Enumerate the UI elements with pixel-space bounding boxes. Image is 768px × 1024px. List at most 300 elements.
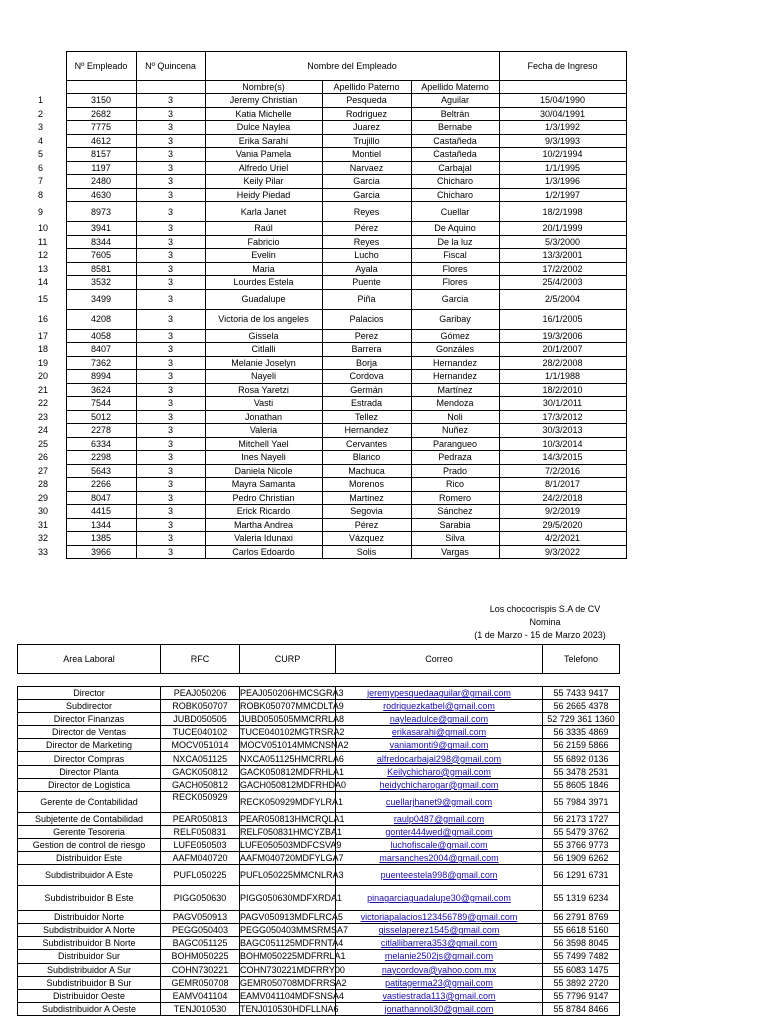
- area-laboral: Distribuidor Sur: [18, 950, 161, 963]
- rfc: RELF050831: [161, 825, 240, 838]
- email[interactable]: alfredocarbajal298@gmail.com: [336, 752, 543, 765]
- area-laboral: Director Planta: [18, 765, 161, 778]
- row-index: 12: [38, 250, 49, 261]
- quincena: 3: [136, 235, 205, 249]
- table-row: [0, 175, 626, 189]
- curp: GEMR050708MDFRRSA2: [240, 977, 347, 988]
- rfc: LUFE050503: [161, 838, 240, 851]
- quincena: 3: [136, 343, 205, 357]
- first-names: Erick Ricardo: [205, 505, 322, 519]
- area-laboral: Director de Ventas: [18, 726, 161, 739]
- email[interactable]: naycordova@yahoo.com.mx: [336, 963, 543, 976]
- paternal-surname: Pérez: [322, 222, 411, 236]
- hire-date: 5/3/2000: [499, 235, 626, 249]
- paternal-surname: Reyes: [322, 235, 411, 249]
- rfc: PAGV050913: [161, 911, 240, 924]
- phone: 56 2665 4378: [543, 700, 620, 713]
- first-names: Dulce Naylea: [205, 121, 322, 135]
- email[interactable]: cuellarjhanet9@gmail.com: [336, 791, 543, 812]
- curp: MOCV051014MMCNSNA2: [240, 740, 349, 751]
- email[interactable]: heidychicharogar@gmail.com: [336, 778, 543, 791]
- curp: PEAJ050206HMCSGRA3: [240, 688, 344, 699]
- table-row: [0, 451, 626, 465]
- email[interactable]: puenteestela998@gmail.com: [336, 865, 543, 886]
- row-index: 26: [38, 452, 49, 463]
- paternal-surname: Germán: [322, 383, 411, 397]
- email[interactable]: nayleadulce@gmail.com: [336, 713, 543, 726]
- table-row: [0, 478, 626, 492]
- row-index: 19: [38, 357, 49, 368]
- paternal-surname: Puente: [322, 276, 411, 290]
- first-names: Mayra Samanta: [205, 478, 322, 492]
- table-row: [0, 397, 626, 411]
- maternal-surname: Bernabe: [411, 121, 499, 135]
- row-index: 6: [38, 162, 44, 173]
- email[interactable]: vastiestrada113@gmail.com: [336, 989, 543, 1002]
- row-index: 29: [38, 492, 49, 503]
- emp-number: 8407: [66, 343, 136, 357]
- header-nombres: Nombre(s): [205, 81, 322, 94]
- paternal-surname: Borja: [322, 356, 411, 370]
- phone: 55 8605 1846: [543, 778, 620, 791]
- emp-number: 8047: [66, 491, 136, 505]
- email[interactable]: patitagerma23@gmail.com: [336, 976, 543, 989]
- phone: 55 7433 9417: [543, 687, 620, 700]
- hire-date: 30/3/2013: [499, 424, 626, 438]
- maternal-surname: Fiscal: [411, 249, 499, 263]
- area-laboral: Distribuidor Oeste: [18, 989, 161, 1002]
- email[interactable]: citlallibarrera353@gmail.com: [336, 937, 543, 950]
- first-names: Raúl: [205, 222, 322, 236]
- quincena: 3: [136, 121, 205, 135]
- row-index: 18: [38, 344, 49, 355]
- table-row: [18, 700, 620, 713]
- maternal-surname: Pedraza: [411, 451, 499, 465]
- hire-date: 29/5/2020: [499, 518, 626, 532]
- emp-number: 4208: [66, 309, 136, 329]
- table-row: [0, 532, 626, 546]
- emp-number: 7605: [66, 249, 136, 263]
- maternal-surname: Hernandez: [411, 370, 499, 384]
- area-laboral: Subdistribuidor A Norte: [18, 924, 161, 937]
- area-laboral: Subdistribuidor B Norte: [18, 937, 161, 950]
- quincena: 3: [136, 289, 205, 309]
- phone: 56 3335 4869: [543, 726, 620, 739]
- row-index: 23: [38, 411, 49, 422]
- phone: 56 1291 6731: [543, 865, 620, 886]
- paternal-surname: Pérez: [322, 518, 411, 532]
- hire-date: 15/04/1990: [499, 94, 626, 108]
- quincena: 3: [136, 276, 205, 290]
- first-names: Erika Sarahí: [205, 134, 322, 148]
- quincena: 3: [136, 148, 205, 162]
- first-names: Heidy Piedad: [205, 188, 322, 202]
- hire-date: 9/3/1993: [499, 134, 626, 148]
- hire-date: 2/5/2004: [499, 289, 626, 309]
- emp-number: 5012: [66, 410, 136, 424]
- area-laboral: Director Finanzas: [18, 713, 161, 726]
- maternal-surname: Rico: [411, 478, 499, 492]
- first-names: Maria: [205, 262, 322, 276]
- hire-date: 1/3/1992: [499, 121, 626, 135]
- table-row: [18, 739, 620, 752]
- email[interactable]: pinagarciaguadalupe30@gmail.com: [336, 886, 543, 911]
- paternal-surname: Tellez: [322, 410, 411, 424]
- emp-number: 2682: [66, 107, 136, 121]
- row-index: 2: [38, 108, 44, 119]
- quincena: 3: [136, 478, 205, 492]
- emp-number: 4630: [66, 188, 136, 202]
- row-index: 7: [38, 176, 44, 187]
- row-index: 3: [38, 122, 44, 133]
- phone: 56 1909 6262: [543, 852, 620, 865]
- row-index: 30: [38, 506, 49, 517]
- area-laboral: Subdistribuidor B Este: [18, 886, 161, 911]
- area-laboral: Gerente Tesoreria: [18, 825, 161, 838]
- hire-date: 30/1/2011: [499, 397, 626, 411]
- area-laboral: Subjetente de Contabilidad: [18, 812, 161, 825]
- table-row: [0, 202, 626, 222]
- paternal-surname: Cervantes: [322, 437, 411, 451]
- emp-number: 4058: [66, 329, 136, 343]
- emp-number: 8581: [66, 262, 136, 276]
- row-index: 25: [38, 438, 49, 449]
- table-row: [0, 94, 626, 108]
- table-row: [18, 791, 620, 812]
- email[interactable]: gonter444wed@gmail.com: [336, 825, 543, 838]
- table-row: [0, 161, 626, 175]
- maternal-surname: De la luz: [411, 235, 499, 249]
- maternal-surname: Hernandez: [411, 356, 499, 370]
- quincena: 3: [136, 410, 205, 424]
- hire-date: 30/04/1991: [499, 107, 626, 121]
- emp-number: 8994: [66, 370, 136, 384]
- row-index: 8: [38, 189, 44, 200]
- hire-date: 19/3/2006: [499, 329, 626, 343]
- area-laboral: Director Compras: [18, 752, 161, 765]
- rfc: PEAR050813: [161, 812, 240, 825]
- maternal-surname: Carbajal: [411, 161, 499, 175]
- quincena: 3: [136, 505, 205, 519]
- rfc: TENJ010530: [161, 1002, 240, 1015]
- emp-number: 5643: [66, 464, 136, 478]
- hire-date: 9/2/2019: [499, 505, 626, 519]
- first-names: Jeremy Christian: [205, 94, 322, 108]
- row-index: 11: [38, 236, 48, 247]
- email[interactable]: gisselaperez1545@gmail.com: [336, 924, 543, 937]
- emp-number: 7775: [66, 121, 136, 135]
- table-row: [18, 1002, 620, 1015]
- paternal-surname: Estrada: [322, 397, 411, 411]
- hire-date: 7/2/2016: [499, 464, 626, 478]
- first-names: Fabricio: [205, 235, 322, 249]
- curp: EAMV041104MDFSNSA4: [240, 990, 344, 1001]
- first-names: Mitchell Yael: [205, 437, 322, 451]
- paternal-surname: Montiel: [322, 148, 411, 162]
- phone: 52 729 361 1360: [543, 713, 620, 726]
- emp-number: 2266: [66, 478, 136, 492]
- table-row: [0, 107, 626, 121]
- emp-number: 3966: [66, 545, 136, 559]
- rfc: PIGG050630: [161, 886, 240, 911]
- quincena: 3: [136, 356, 205, 370]
- emp-number: 3941: [66, 222, 136, 236]
- hire-date: 1/2/1997: [499, 188, 626, 202]
- email[interactable]: Keilychicharo@gmail.com: [336, 765, 543, 778]
- rfc: TUCE040102: [161, 726, 240, 739]
- maternal-surname: Aguilar: [411, 94, 499, 108]
- row-index: 13: [38, 263, 49, 274]
- maternal-surname: Prado: [411, 464, 499, 478]
- maternal-surname: Romero: [411, 491, 499, 505]
- table-row: [18, 812, 620, 825]
- paternal-surname: Morenos: [322, 478, 411, 492]
- paternal-surname: Piña: [322, 289, 411, 309]
- row-index: 14: [38, 277, 49, 288]
- first-names: Vania Pamela: [205, 148, 322, 162]
- phone: 55 7796 9147: [543, 989, 620, 1002]
- table-row: [18, 838, 620, 851]
- quincena: 3: [136, 309, 205, 329]
- employee-table: [0, 51, 627, 559]
- quincena: 3: [136, 424, 205, 438]
- emp-number: 8973: [66, 202, 136, 222]
- table-row: [0, 262, 626, 276]
- curp: GACK050812MDFRHLA1: [240, 766, 345, 777]
- maternal-surname: Cuellar: [411, 202, 499, 222]
- hire-date: 8/1/2017: [499, 478, 626, 492]
- curp: RELF050831HMCYZBA1: [240, 826, 343, 837]
- hire-date: 28/2/2008: [499, 356, 626, 370]
- maternal-surname: Garcia: [411, 289, 499, 309]
- email[interactable]: vaniamonti9@gmail.com: [336, 739, 543, 752]
- company-name: Los chococrispis S.A de CV: [489, 604, 601, 614]
- paternal-surname: Segovia: [322, 505, 411, 519]
- emp-number: 1197: [66, 161, 136, 175]
- email[interactable]: jonathannoli30@gmail.com: [336, 1002, 543, 1015]
- curp: RECK050929MDFYLRA1: [240, 791, 336, 812]
- quincena: 3: [136, 262, 205, 276]
- emp-number: 4415: [66, 505, 136, 519]
- hire-date: 16/1/2005: [499, 309, 626, 329]
- hire-date: 18/2/2010: [499, 383, 626, 397]
- paternal-surname: Juarez: [322, 121, 411, 135]
- emp-number: 1385: [66, 532, 136, 546]
- rfc: RECK050929: [161, 791, 240, 812]
- table-row: [18, 752, 620, 765]
- phone: 55 3892 2720: [543, 976, 620, 989]
- paternal-surname: Cordova: [322, 370, 411, 384]
- header-correo: Correo: [336, 645, 543, 674]
- maternal-surname: Vargas: [411, 545, 499, 559]
- table-row: [0, 437, 626, 451]
- paternal-surname: Vázquez: [322, 532, 411, 546]
- first-names: Lourdes Estela: [205, 276, 322, 290]
- curp: AAFM040720MDFYLGA7: [240, 853, 344, 864]
- email[interactable]: marsanches2004@gmail.com: [336, 852, 543, 865]
- first-names: Pedro Christian: [205, 491, 322, 505]
- table-row: [18, 911, 620, 924]
- emp-number: 8344: [66, 235, 136, 249]
- email[interactable]: erikasarahi@gmail.com: [336, 726, 543, 739]
- email[interactable]: luchofiscale@gmail.com: [336, 838, 543, 851]
- table-row: [18, 924, 620, 937]
- table-row: [0, 424, 626, 438]
- row-index: 33: [38, 546, 49, 557]
- table-row: [0, 518, 626, 532]
- email[interactable]: jeremypesquedaaguilar@gmail.com: [336, 687, 543, 700]
- rfc: JUBD050505: [161, 713, 240, 726]
- maternal-surname: Beltrán: [411, 107, 499, 121]
- phone: 55 7499 7482: [543, 950, 620, 963]
- table-row: [0, 505, 626, 519]
- area-laboral: Subdistribuidor B Sur: [18, 976, 161, 989]
- paternal-surname: Palacios: [322, 309, 411, 329]
- table-row: [0, 410, 626, 424]
- emp-number: 2480: [66, 175, 136, 189]
- quincena: 3: [136, 383, 205, 397]
- table-row: [18, 865, 620, 886]
- paternal-surname: Garcia: [322, 175, 411, 189]
- table-row: [0, 289, 626, 309]
- paternal-surname: Martinez: [322, 491, 411, 505]
- maternal-surname: Gómez: [411, 329, 499, 343]
- rfc: AAFM040720: [161, 852, 240, 865]
- maternal-surname: Nuñez: [411, 424, 499, 438]
- row-index: 15: [38, 294, 49, 304]
- rfc: GEMR050708: [161, 976, 240, 989]
- area-laboral: Gestion de control de riesgo: [18, 838, 161, 851]
- first-names: Alfredo Uriel: [205, 161, 322, 175]
- table-row: [0, 309, 626, 329]
- first-names: Valeria Idunaxi: [205, 532, 322, 546]
- table-row: [0, 329, 626, 343]
- quincena: 3: [136, 437, 205, 451]
- hire-date: 10/3/2014: [499, 437, 626, 451]
- quincena: 3: [136, 329, 205, 343]
- paternal-surname: Blanco: [322, 451, 411, 465]
- header-rfc: RFC: [161, 645, 240, 674]
- quincena: 3: [136, 545, 205, 559]
- phone: 55 8784 8466: [543, 1002, 620, 1015]
- row-index: 17: [38, 330, 49, 341]
- quincena: 3: [136, 518, 205, 532]
- paternal-surname: Trujillo: [322, 134, 411, 148]
- hire-date: 1/1/1988: [499, 370, 626, 384]
- first-names: Guadalupe: [205, 289, 322, 309]
- first-names: Victoria de los angeles: [205, 309, 322, 329]
- emp-number: 8157: [66, 148, 136, 162]
- table-row: [0, 188, 626, 202]
- maternal-surname: Parangueo: [411, 437, 499, 451]
- email[interactable]: victoriapalacios123456789@gmail.com: [336, 911, 543, 924]
- paternal-surname: Rodriguez: [322, 107, 411, 121]
- first-names: Daniela Nicole: [205, 464, 322, 478]
- email[interactable]: melanie2502js@gmail.com: [336, 950, 543, 963]
- table-row: [18, 937, 620, 950]
- emp-number: 4612: [66, 134, 136, 148]
- first-names: Carlos Edoardo: [205, 545, 322, 559]
- row-index: 1: [38, 95, 44, 106]
- curp: LUFE050503MDFCSVA9: [240, 839, 342, 850]
- hire-date: 14/3/2015: [499, 451, 626, 465]
- quincena: 3: [136, 222, 205, 236]
- curp: NXCA051125HMCRRLA6: [240, 753, 344, 764]
- header-emp-no: Nº Empleado: [66, 52, 136, 81]
- header-apellido-materno: Apellido Materno: [411, 81, 499, 94]
- emp-number: 3624: [66, 383, 136, 397]
- maternal-surname: Gonzáles: [411, 343, 499, 357]
- paternal-surname: Barrera: [322, 343, 411, 357]
- emp-number: 3499: [66, 289, 136, 309]
- curp: TENJ010530HDFLLNA6: [240, 1003, 339, 1014]
- table-row: [0, 464, 626, 478]
- maternal-surname: Castañeda: [411, 148, 499, 162]
- payroll-period: (1 de Marzo - 15 de Marzo 2023): [474, 630, 606, 640]
- area-laboral: Subdistribuidor A Sur: [18, 963, 161, 976]
- curp: COHN730221MDFRRY00: [240, 964, 345, 975]
- table-row: [0, 235, 626, 249]
- table-row: [0, 148, 626, 162]
- email[interactable]: raulp0487@gmail.com: [336, 812, 543, 825]
- row-index: 21: [38, 384, 49, 395]
- hire-date: 25/4/2003: [499, 276, 626, 290]
- hire-date: 24/2/2018: [499, 491, 626, 505]
- table-row: [0, 370, 626, 384]
- quincena: 3: [136, 532, 205, 546]
- first-names: Vasti: [205, 397, 322, 411]
- header-area-laboral: Area Laboral: [18, 645, 161, 674]
- row-index: 5: [38, 149, 44, 160]
- first-names: Citlalli: [205, 343, 322, 357]
- phone: 56 3598 8045: [543, 937, 620, 950]
- rfc: COHN730221: [161, 963, 240, 976]
- rfc: ROBK050707: [161, 700, 240, 713]
- row-index: 16: [38, 314, 49, 324]
- area-laboral: Distribuidor Este: [18, 852, 161, 865]
- email[interactable]: rodriguezkatbel@gmail.com: [336, 700, 543, 713]
- emp-number: 1344: [66, 518, 136, 532]
- quincena: 3: [136, 175, 205, 189]
- area-laboral: Director: [18, 687, 161, 700]
- maternal-surname: Mendoza: [411, 397, 499, 411]
- maternal-surname: Noli: [411, 410, 499, 424]
- emp-number: 3532: [66, 276, 136, 290]
- phone: 56 2173 1727: [543, 812, 620, 825]
- curp: JUBD050505MMCRRLA8: [240, 714, 345, 725]
- row-index: 24: [38, 425, 49, 436]
- phone: 55 3766 9773: [543, 838, 620, 851]
- table-row: [18, 778, 620, 791]
- emp-number: 2298: [66, 451, 136, 465]
- table-row: [18, 963, 620, 976]
- quincena: 3: [136, 370, 205, 384]
- paternal-surname: Pesqueda: [322, 94, 411, 108]
- table-row: [0, 276, 626, 290]
- maternal-surname: Flores: [411, 276, 499, 290]
- quincena: 3: [136, 107, 205, 121]
- phone: 55 3478 2531: [543, 765, 620, 778]
- table-row: [18, 886, 620, 911]
- paternal-surname: Garcia: [322, 188, 411, 202]
- phone: 55 5479 3762: [543, 825, 620, 838]
- header-telefono: Telefono: [543, 645, 620, 674]
- row-index: 31: [38, 519, 49, 530]
- curp: BOHM050225MDFRRLA1: [240, 951, 346, 962]
- phone: 55 1319 6234: [543, 886, 620, 911]
- row-index: 32: [38, 533, 49, 544]
- area-laboral: Director de Marketing: [18, 739, 161, 752]
